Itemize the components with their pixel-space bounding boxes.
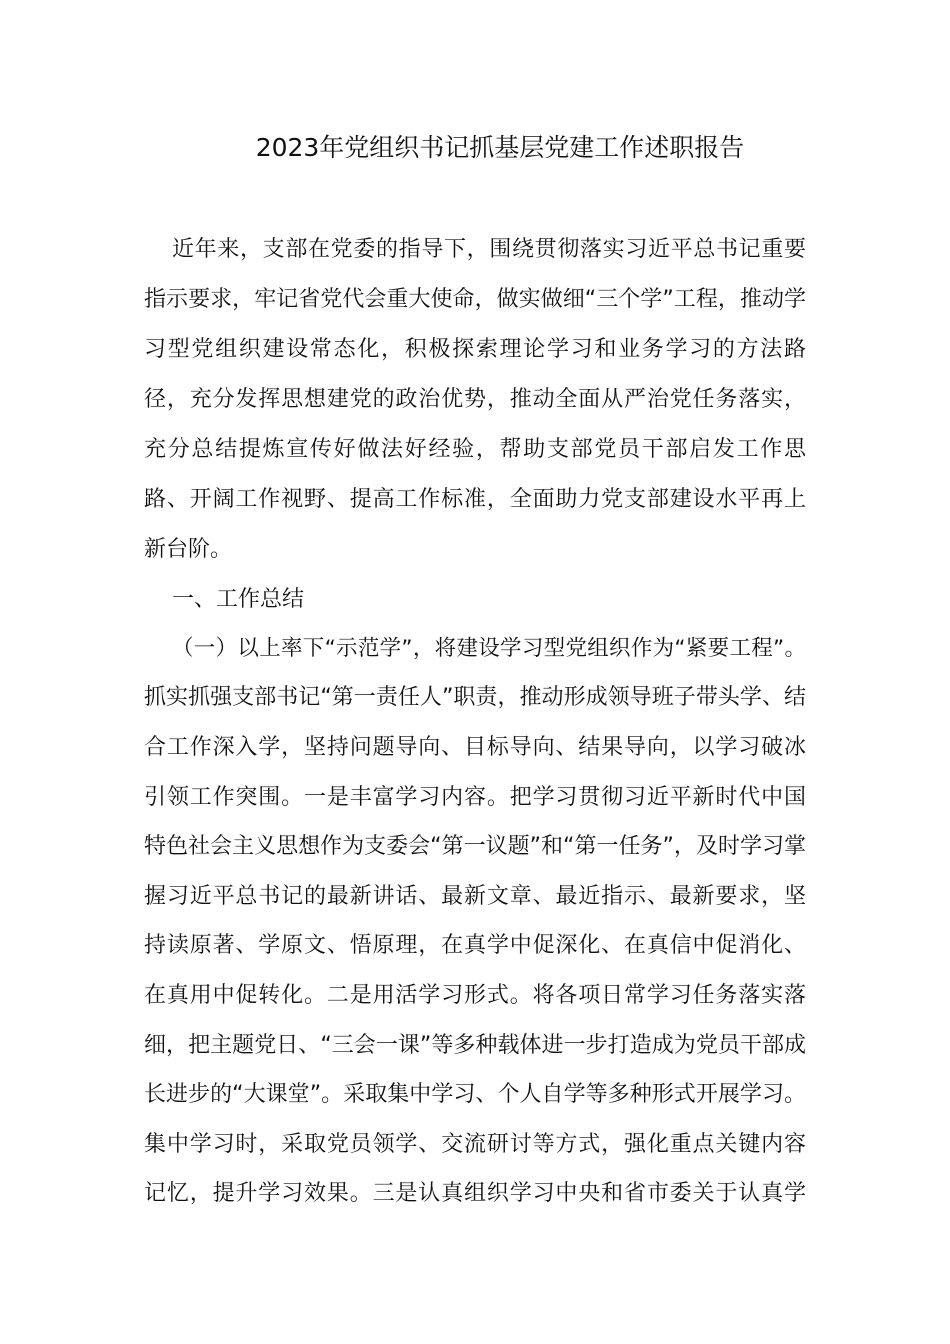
paragraph-line: 握习近平总书记的最新讲话、最新文章、最近指示、最新要求，坚 [144, 884, 806, 909]
paragraph-line: 特色社会主义思想作为支委会“第一议题”和“第一任务”，及时学习掌 [144, 834, 806, 859]
paragraph-line: 合工作深入学，坚持问题导向、目标导向、结果导向，以学习破冰 [144, 735, 806, 760]
paragraph-line: （一）以上率下“示范学”，将建设学习型党组织作为“紧要工程”。 [172, 636, 806, 661]
paragraph-line: 记忆，提升学习效果。三是认真组织学习中央和省市委关于认真学 [144, 1181, 806, 1206]
paragraph-line: 径，充分发挥思想建党的政治优势，推动全面从严治党任务落实， [144, 387, 806, 412]
paragraph-line: 指示要求，牢记省党代会重大使命，做实做细“三个学”工程，推动学 [144, 287, 806, 312]
paragraph-line: 习型党组织建设常态化，积极探索理论学习和业务学习的方法路 [144, 337, 806, 362]
paragraph-line: 持读原著、学原文、悟原理，在真学中促深化、在真信中促消化、 [144, 933, 806, 958]
paragraph-line: 近年来，支部在党委的指导下，围绕贯彻落实习近平总书记重要 [172, 237, 806, 262]
paragraph-line: 细，把主题党日、“三会一课”等多种载体进一步打造成为党员干部成 [144, 1033, 806, 1058]
paragraph-line: 集中学习时，采取党员领学、交流研讨等方式，强化重点关键内容 [144, 1132, 806, 1157]
document-title: 2023年党组织书记抓基层党建工作述职报告 [255, 133, 745, 162]
section-heading: 一、工作总结 [172, 587, 305, 612]
paragraph-line: 抓实抓强支部书记“第一责任人”职责，推动形成领导班子带头学、结 [144, 685, 806, 710]
paragraph-line: 在真用中促转化。二是用活学习形式。将各项日常学习任务落实落 [144, 983, 806, 1008]
paragraph-line: 引领工作突围。一是丰富学习内容。把学习贯彻习近平新时代中国 [144, 785, 806, 810]
paragraph-line: 路、开阔工作视野、提高工作标准，全面助力党支部建设水平再上 [144, 487, 806, 512]
paragraph-line: 新台阶。 [144, 537, 233, 562]
paragraph-line: 充分总结提炼宣传好做法好经验，帮助支部党员干部启发工作思 [144, 437, 806, 462]
paragraph-line: 长进步的“大课堂”。采取集中学习、个人自学等多种形式开展学习。 [144, 1082, 806, 1107]
